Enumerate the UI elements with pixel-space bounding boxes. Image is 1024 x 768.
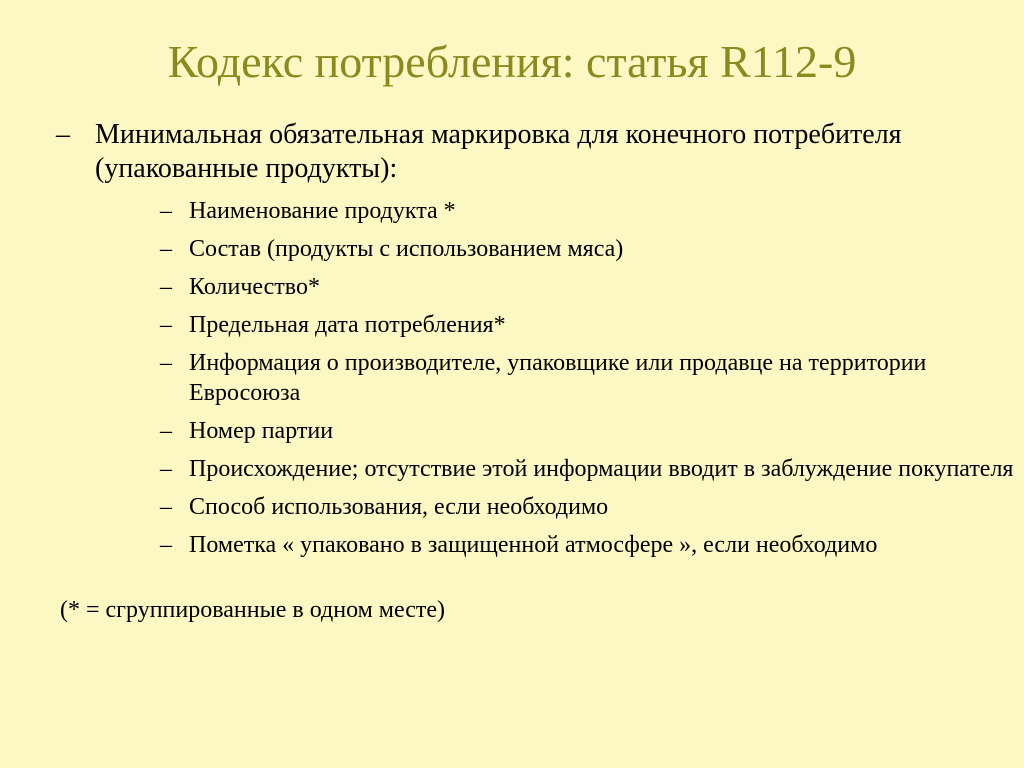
list-item-text: Информация о производителе, упаковщике или продавце на территории Евросоюза [189,350,927,406]
list-item-text: Способ использования, если необходимо [189,494,609,520]
list-item-text: Номер партии [189,418,334,444]
list-item-dash: – [160,274,172,300]
footnote: (* = сгруппированные в одном месте) [60,597,446,623]
list-item [160,272,1020,302]
list-item-dash: – [160,236,172,262]
list-item [160,416,1020,446]
list-item [160,530,1020,560]
list-item [160,234,1020,264]
list-item-dash: – [160,198,172,224]
list-item-text: Пометка « упаковано в защищенной атмосфере », если необходимо [189,532,878,558]
list-item-text: Происхождение; отсутствие этой информации вводит в заблуждение покупателя [189,456,1014,482]
list-item [160,348,1020,408]
list-item-text: Количество* [189,274,320,300]
list-item-text: Наименование продукта * [189,198,456,224]
sub-bullet-list [160,196,1020,568]
main-bullet-dash: – [56,119,70,150]
list-item [160,196,1020,226]
list-item-text: Состав (продукты с использованием мяса) [189,236,624,262]
list-item [160,454,1020,484]
main-bullet [56,118,956,186]
list-item-text: Предельная дата потребления* [189,312,506,338]
list-item-dash: – [160,456,172,482]
list-item-dash: – [160,532,172,558]
list-item-dash: – [160,494,172,520]
list-item-dash: – [160,312,172,338]
list-item-dash: – [160,418,172,444]
main-bullet-text: Минимальная обязательная маркировка для конечного потребителя (упакованные продукты): [95,119,902,184]
slide-title: Кодекс потребления: статья R112-9 [167,36,857,87]
list-item [160,492,1020,522]
list-item [160,310,1020,340]
list-item-dash: – [160,350,172,376]
